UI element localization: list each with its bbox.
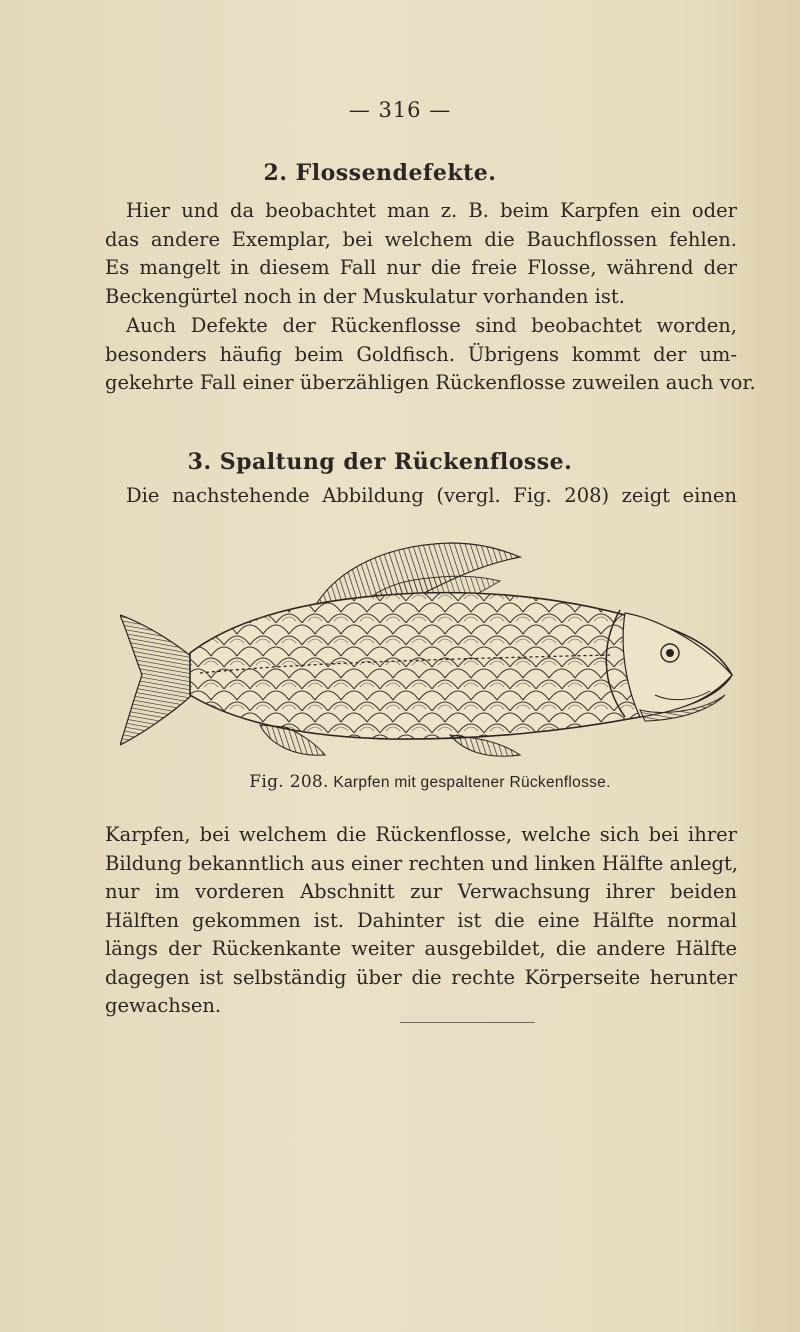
text-line: nur im vorderen Abschnitt zur Verwachsung ihrer beiden [105,880,737,903]
text-line: dagegen ist selbständig über die rechte Körperseite herunter [105,965,737,989]
figure-label: Fig. 208. [249,772,329,792]
text-line: das andere Exemplar, bei welchem die Bauchflossen fehlen. [105,227,737,251]
section-heading-spaltung: 3. Spaltung der Rückenflosse. [187,449,573,475]
text-line: gewachsen. [105,994,222,1017]
figure-caption-text: Karpfen mit gespaltener Rückenflosse. [333,774,611,791]
text-line: Beckengürtel noch in der Muskulatur vorhanden ist. [105,284,625,308]
text-line: Auch Defekte der Rückenflosse sind beobachtet worden, [126,314,737,337]
carp-illustration [120,535,740,760]
figure-caption [0,772,800,792]
text-line: gekehrte Fall einer überzähligen Rückenflosse zuweilen auch vor. [105,371,756,394]
text-line: Es mangelt in diesem Fall nur die freie Flosse, während der [105,256,737,279]
tail-fin [120,615,192,745]
text-line: Hälften gekommen ist. Dahinter ist die eine Hälfte normal [105,908,737,932]
paragraph-bauchflossen [105,197,737,311]
text-line: Karpfen, bei welchem die Rückenflosse, welche sich bei ihrer [105,823,737,846]
text-line: Bildung bekanntlich aus einer rechten und linken Hälfte anlegt, [105,851,738,875]
text-line: Die nachstehende Abbildung (vergl. Fig. 208) zeigt einen [126,484,737,507]
ventral-fin [450,735,520,756]
paragraph-rueckenflosse-defekte [105,312,756,398]
text-line: besonders häufig beim Goldfisch. Übrigens kommt der um- [105,342,737,366]
section-heading-flossendefekte: 2. Flossendefekte. [263,160,497,186]
text-line: Hier und da beobachtet man z. B. beim Karpfen ein oder [126,199,737,222]
text-line: längs der Rückenkante weiter ausgebildet, die andere Hälfte [105,937,737,960]
page-number: — 316 — [348,98,452,122]
paragraph-intro [105,482,737,511]
section-divider [400,1022,535,1023]
paragraph-continuation [105,821,737,1021]
